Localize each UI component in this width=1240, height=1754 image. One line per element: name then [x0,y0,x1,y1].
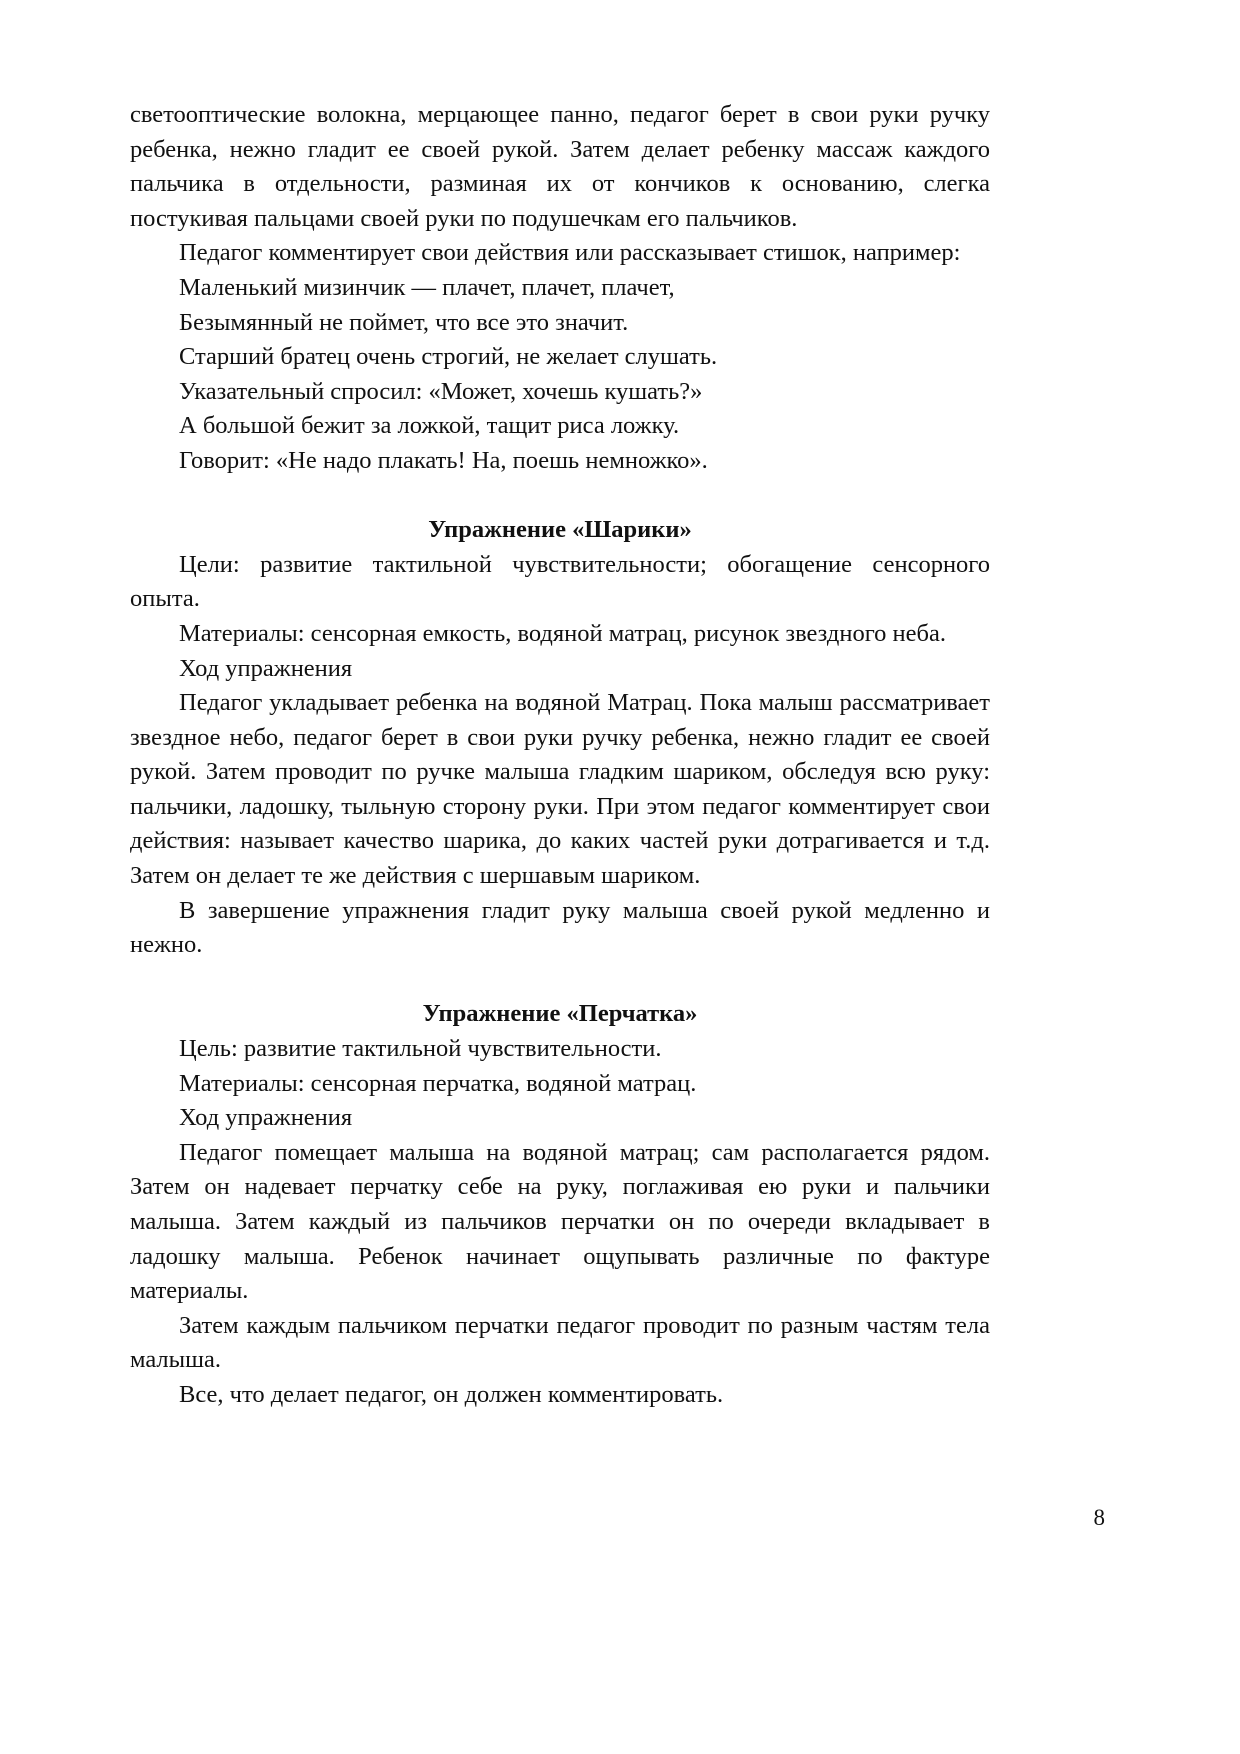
section-heading-perchatka: Упражнение «Перчатка» [422,1000,698,1028]
poem-line: Указательный спросил: «Может, хочешь кушать?» [179,377,703,405]
poem-line: Маленький мизинчик — плачет, плачет, плачет, [179,273,675,301]
poem-line: А большой бежит за ложкой, тащит риса ложку. [179,412,680,440]
section-heading-shariki: Упражнение «Шарики» [428,516,692,544]
section-paragraph: Все, что делает педагог, он должен комментировать. [179,1380,724,1408]
comment-paragraph: Педагог комментирует свои действия или рассказывает стишок, например: [179,239,961,267]
section-materials: Материалы: сенсорная емкость, водяной матрац, рисунок звездного неба. [179,619,946,647]
poem-line: Говорит: «Не надо плакать! На, поешь немножко». [179,446,708,474]
page-number: 8 [1093,1505,1105,1530]
page-content [130,98,990,1413]
section-procedure-label: Ход упражнения [179,1104,353,1132]
section-materials: Материалы: сенсорная перчатка, водяной матрац. [179,1069,697,1097]
section-paragraph: Педагог укладывает ребенка на водяной Матрац. Пока малыш рассматривает звездное небо, педагог берет в свои руки ручку ребенка, нежно гладит ее своей рукой. Затем проводит по ручке малыша гладким шариком, обследуя всю руку: пальчики, ладошку, тыльную сторону руки. При этом педагог комментирует свои действия: называет качество шарика, до каких частей руки дотрагивается и т.д. Затем он делает те же действия с шершавым шариком. [130,689,990,890]
section-paragraph: Затем каждым пальчиком перчатки педагог проводит по разным частям тела малыша. [130,1311,990,1374]
section-paragraph: В завершение упражнения гладит руку малыша своей рукой медленно и нежно. [130,896,990,959]
section-goals: Цель: развитие тактильной чувствительности. [179,1035,662,1063]
poem-line: Старший братец очень строгий, не желает слушать. [179,343,718,371]
opening-paragraph: светооптические волокна, мерцающее панно, педагог берет в свои руки ручку ребенка, нежно гладит ее своей рукой. Затем делает ребенку массаж каждого пальчика в отдельности, разминая их от кончиков к основанию, слегка постукивая пальцами своей руки по подушечкам его пальчиков. [130,101,990,232]
section-procedure-label: Ход упражнения [179,654,353,682]
section-paragraph: Педагог помещает малыша на водяной матрац; сам располагается рядом. Затем он надевает перчатку себе на руку, поглаживая ею руки и пальчики малыша. Затем каждый из пальчиков перчатки он по очереди вкладывает в ладошку малыша. Ребенок начинает ощупывать различные по фактуре материалы. [130,1138,990,1305]
poem-line: Безымянный не поймет, что все это значит. [179,308,629,336]
section-goals: Цели: развитие тактильной чувствительности; обогащение сенсорного опыта. [130,550,990,613]
